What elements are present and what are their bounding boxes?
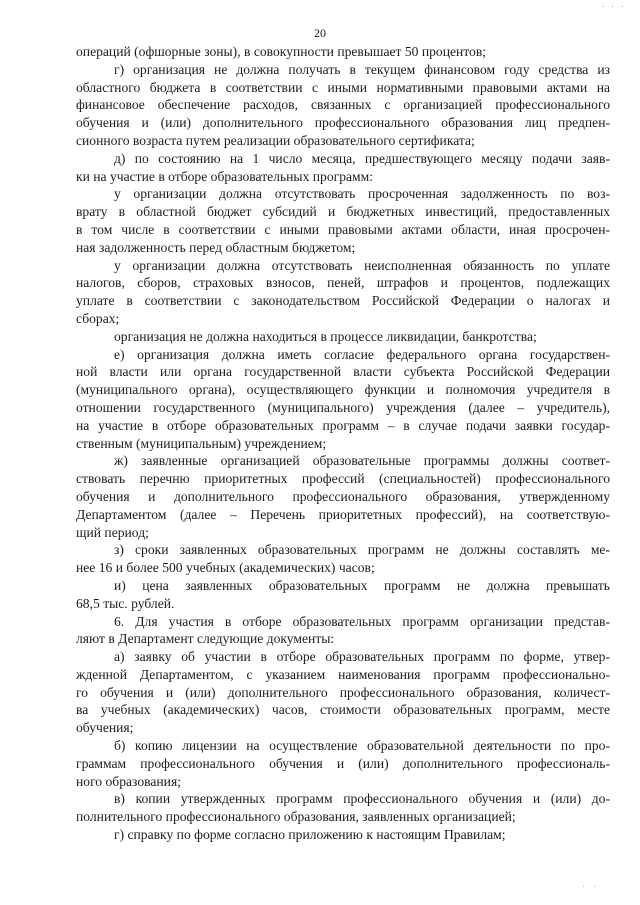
text-line: ствовать перечню приоритетных профессий (специальностей) профессионального — [76, 471, 610, 487]
text-line: отношении государственного (муниципального) учреждения (далее – учредитель), — [76, 399, 610, 415]
text-line: в) копии утвержденных программ профессионального обучения и (или) до- — [114, 791, 610, 807]
text-line: (муниципального органа), осуществляющего функции и полномочия учредителя в — [76, 382, 610, 398]
text-line: обучения и (или) дополнительного профессионального образования лиц предпен- — [76, 115, 610, 131]
text-line: у организации должна отсутствовать неисполненная обязанность по уплате — [114, 257, 610, 273]
text-line: финансовое обеспечение расходов, связанных с организацией профессионального — [76, 97, 610, 113]
text-line: е) организация должна иметь согласие федерального органа государствен- — [114, 346, 610, 362]
text-line: го обучения и (или) дополнительного профессионального образования, количест- — [76, 684, 610, 700]
text-line: Департаментом (далее – Перечень приоритетных профессий), на соответствую- — [76, 506, 610, 522]
document-body — [76, 43, 610, 844]
text-line: полнительного профессионального образования, заявленных организацией; — [76, 809, 516, 825]
footer-scan-mark: · · — [581, 882, 600, 893]
text-line: ж) заявленные организацией образовательные программы должны соответ- — [114, 453, 610, 469]
page-number: 20 — [314, 26, 326, 40]
text-line: а) заявку об участии в отборе образовательных программ по форме, утвер- — [114, 649, 610, 665]
text-line: обучения; — [76, 720, 134, 736]
text-line: организация не должна находиться в процессе ликвидации, банкротства; — [114, 328, 537, 344]
text-line: уплате в соответствии с законодательством Российской Федерации о налогах и — [76, 293, 610, 309]
text-line: нее 16 и более 500 учебных (академических) часов; — [76, 560, 375, 576]
text-line: 68,5 тыс. рублей. — [76, 595, 175, 611]
text-line: областного бюджета в соответствии с иными нормативными правовыми актами на — [76, 79, 610, 95]
text-line: сборах; — [76, 310, 120, 326]
text-line: операций (офшорные зоны), в совокупности превышает 50 процентов; — [76, 44, 487, 59]
text-line: сионного возраста путем реализации образовательного сертификата; — [76, 132, 475, 148]
text-line: ки на участие в отборе образовательных программ: — [76, 168, 374, 184]
corner-scan-mark: · · · — [601, 2, 626, 13]
text-line: налогов, сборов, страховых взносов, пеней, штрафов и процентов, подлежащих — [76, 275, 610, 291]
text-line: ляют в Департамент следующие документы: — [76, 631, 335, 647]
text-line: г) организация не должна получать в текущем финансовом году средства из — [114, 61, 610, 77]
text-line: и) цена заявленных образовательных программ не должна превышать — [114, 577, 610, 593]
text-line: на участие в отборе образовательных программ – в случае подачи заявки государ- — [76, 417, 610, 433]
text-line: ва учебных (академических) часов, стоимости образовательных программ, месте — [76, 702, 610, 718]
text-line: врату в областной бюджет субсидий и бюджетных инвестиций, предоставленных — [76, 204, 610, 220]
text-line: жденной Департаментом, с указанием наименования программ профессионально- — [76, 666, 610, 682]
text-line: 6. Для участия в отборе образовательных программ организации представ- — [114, 613, 610, 629]
text-line: граммам профессионального обучения и (или) дополнительного профессиональ- — [76, 755, 610, 771]
text-line: д) по состоянию на 1 число месяца, предшествующего месяцу подачи заяв- — [114, 150, 610, 166]
text-line: обучения и дополнительного профессионального образования, утвержденному — [76, 488, 610, 504]
text-line: в том числе в соответствии с иными правовыми актами области, иная просрочен- — [76, 221, 610, 237]
text-line: ная задолженность перед областным бюджетом; — [76, 239, 356, 255]
text-line: б) копию лицензии на осуществление образовательной деятельности по про- — [114, 738, 610, 754]
text-line: г) справку по форме согласно приложению к настоящим Правилам; — [114, 827, 506, 843]
text-line: з) сроки заявленных образовательных программ не должны составлять ме- — [114, 542, 610, 558]
text-line: ной власти или органа государственной власти субъекта Российской Федерации — [76, 364, 610, 380]
text-line: у организации должна отсутствовать просроченная задолженность по воз- — [114, 186, 610, 202]
text-line: ственным (муниципальным) учреждением; — [76, 435, 327, 451]
text-line: ного образования; — [76, 773, 181, 789]
text-line: щий период; — [76, 524, 149, 540]
